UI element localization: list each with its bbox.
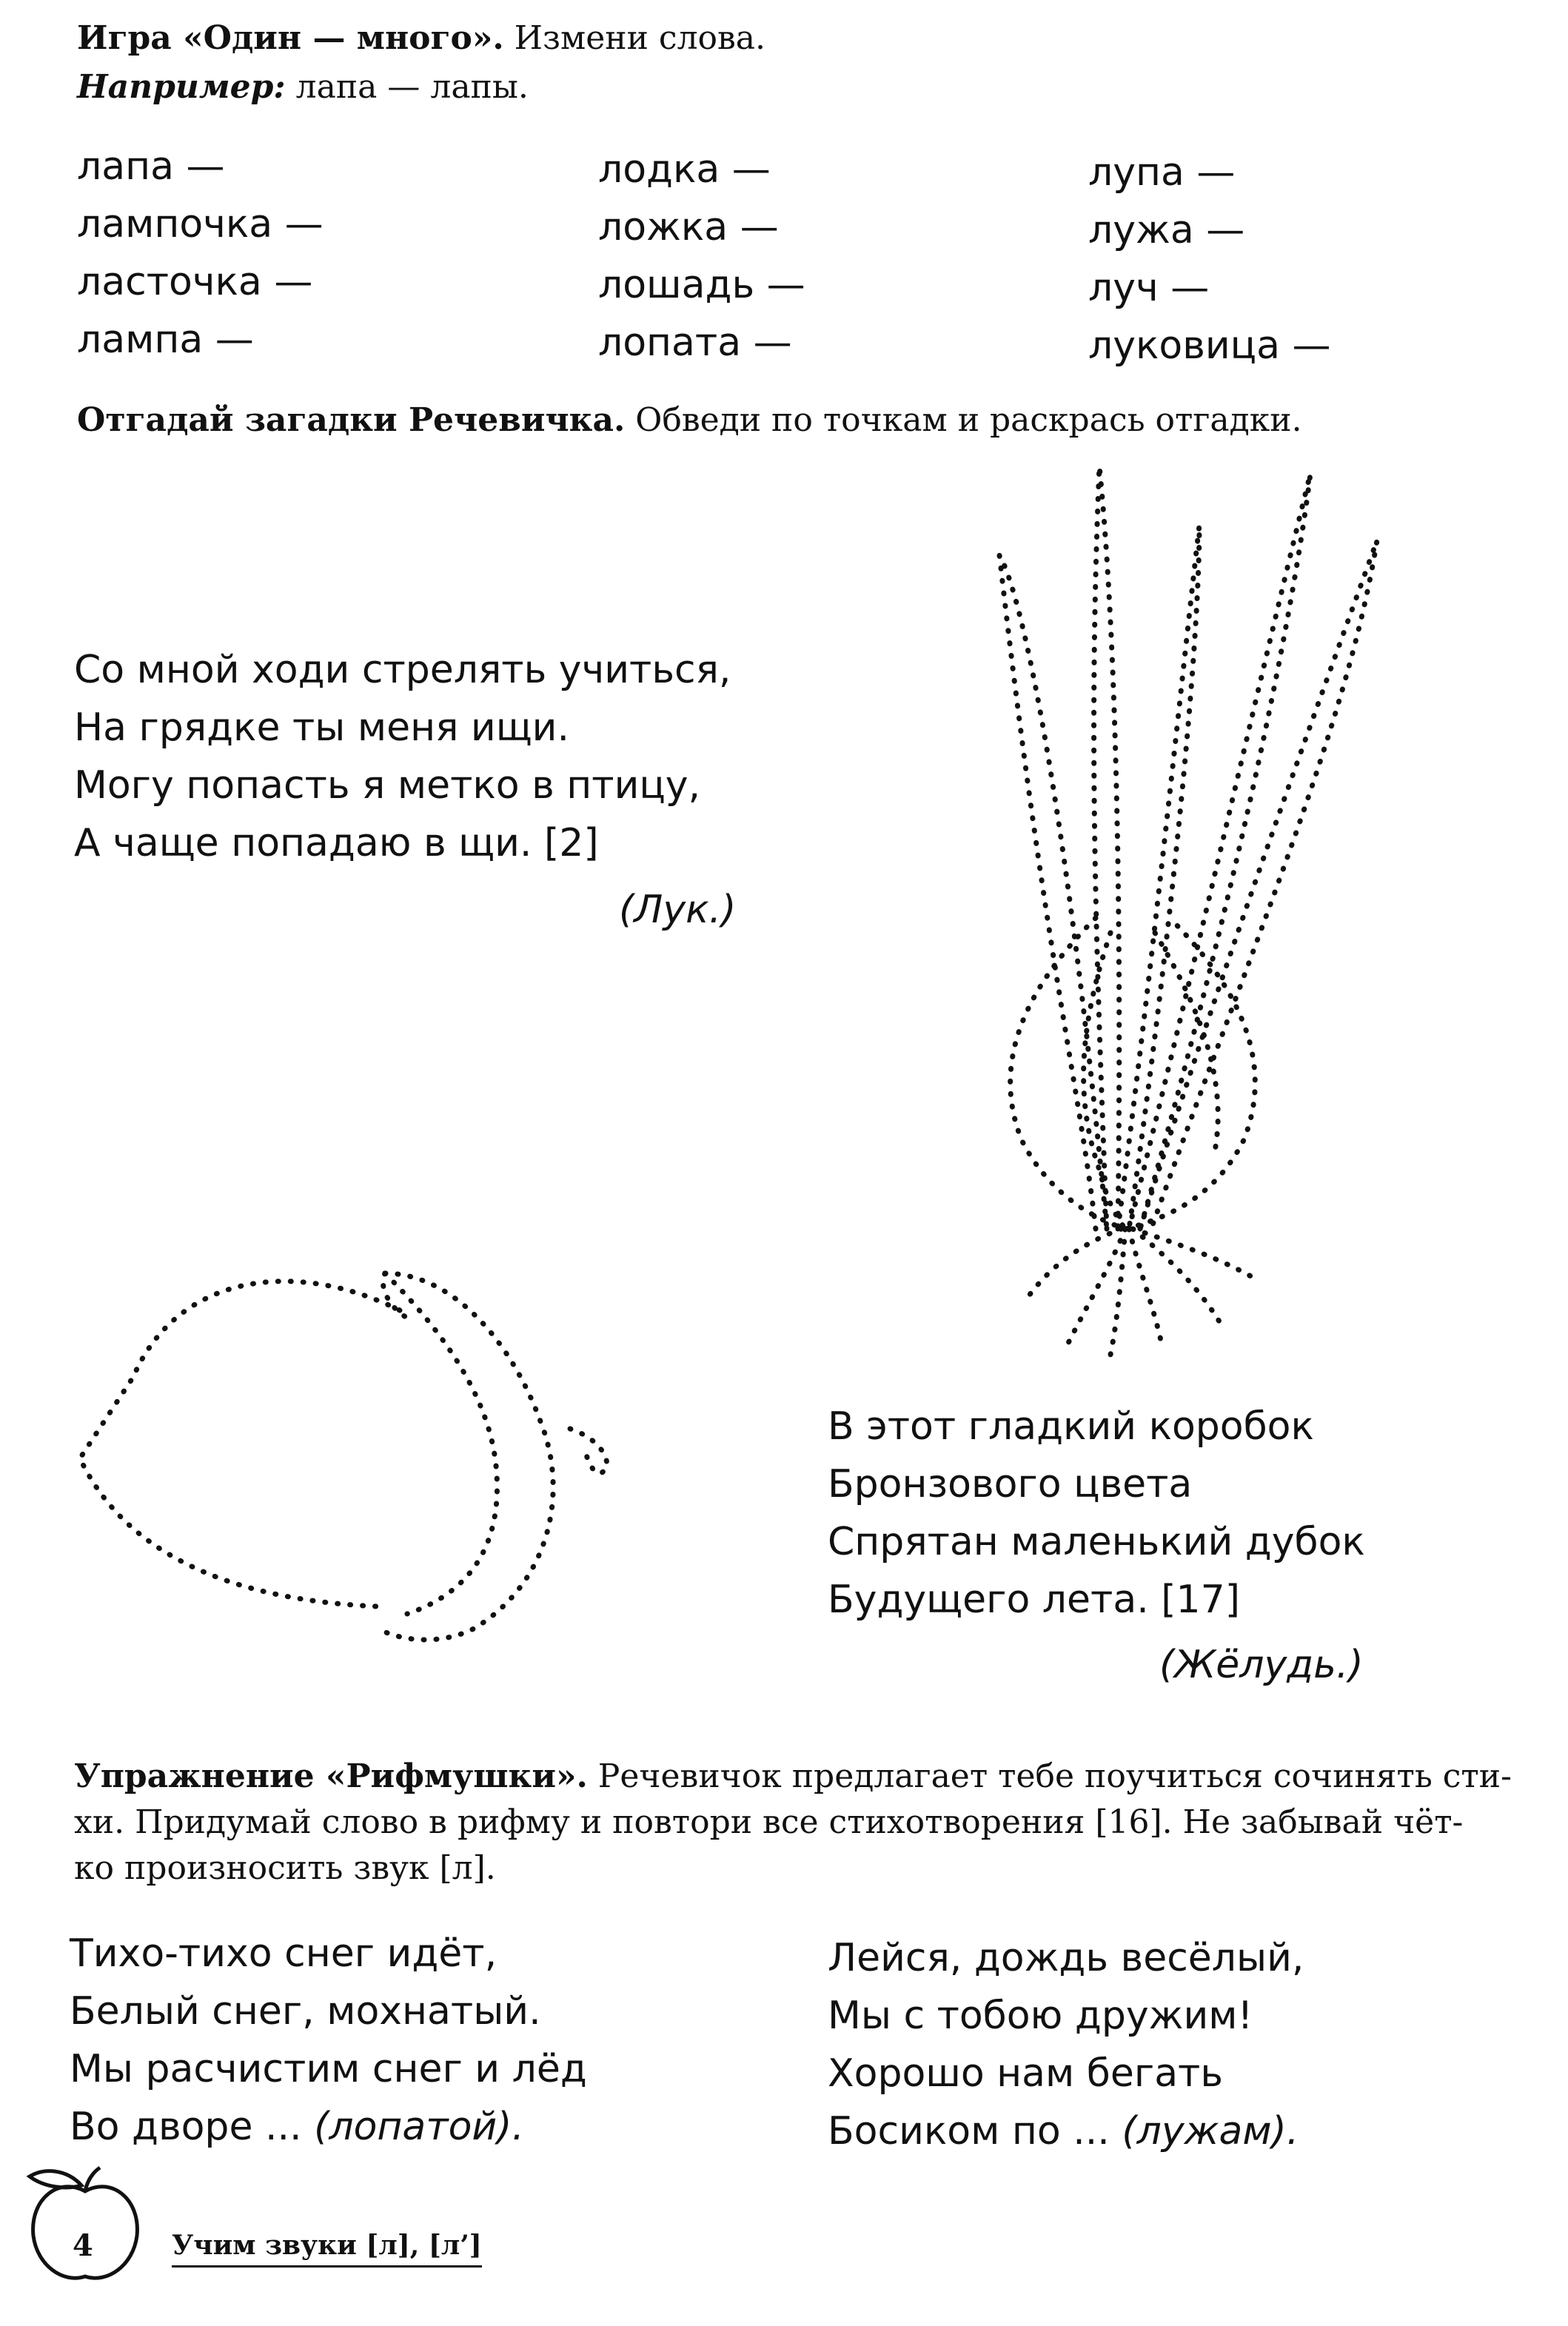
apple-leaf [30, 2171, 81, 2188]
game-example [77, 65, 529, 110]
poem-line [70, 2098, 587, 2156]
onion-bulb [1011, 918, 1256, 1229]
poem-line: Мы с тобою дружим! [828, 1994, 1253, 2038]
riddle-1 [74, 641, 731, 872]
onion-leaf [1118, 526, 1199, 1229]
onion-root [1133, 1229, 1259, 1281]
riddle-line: Бронзового цвета [828, 1462, 1193, 1506]
riddle-line: Могу попасть я метко в птицу, [74, 763, 701, 808]
onion-leaf [1094, 466, 1119, 1229]
poem-line: Хорошо нам бегать [828, 2051, 1223, 2096]
word-item: лупа — [1088, 150, 1236, 195]
rhymes-line-3: ко произносить звук [л]. [74, 1849, 496, 1887]
word-item: лопата — [598, 321, 792, 365]
game-column-2 [598, 141, 805, 372]
poem-line: Мы расчистим снег и лёд [70, 2047, 587, 2091]
poem-line-prefix: Босиком по ... [828, 2109, 1122, 2154]
rhymes-line-2: хи. Придумай слово в рифму и повтори все стихотворения [16]. Не забывай чёт- [74, 1803, 1464, 1841]
riddles-title: Отгадай загадки Речевичка. [77, 401, 626, 439]
riddle-1-answer: (Лук.) [619, 888, 737, 932]
riddle-line: Со мной ходи стрелять учиться, [74, 648, 731, 692]
page-number: 4 [73, 2228, 93, 2263]
onion-drawing [977, 429, 1392, 1392]
rhymes-text-1: Речевичок предлагает тебе поучиться сочинять сти- [587, 1757, 1512, 1795]
example-text: лапа — лапы. [285, 68, 529, 106]
example-label: Например: [77, 68, 286, 106]
acorn-cap-inner [385, 1273, 497, 1614]
riddle-line: Будущего лета. [17] [828, 1578, 1240, 1622]
riddles-instruction: Обведи по точкам и раскрась отгадки. [625, 401, 1302, 439]
riddle-line: А чаще попадаю в щи. [2] [74, 821, 599, 865]
word-item: луч — [1088, 266, 1210, 310]
word-item: лодка — [598, 147, 771, 192]
footer-section: Учим звуки [л], [л’] [172, 2225, 482, 2268]
poem-1 [70, 1925, 587, 2156]
riddle-2 [828, 1398, 1365, 1629]
riddle-line: На грядке ты меня ищи. [74, 705, 569, 750]
game-instruction: Измени слова. [503, 19, 766, 57]
acorn-cap-outer [378, 1273, 553, 1640]
riddle-2-answer: (Жёлудь.) [1159, 1643, 1364, 1687]
game-heading [77, 16, 765, 61]
poem-2 [828, 1929, 1304, 2160]
rhymes-title: Упражнение «Рифмушки». [74, 1757, 588, 1795]
acorn-cap-edge [383, 1273, 407, 1318]
rhymes-line-1 [74, 1754, 1512, 1799]
word-item: луковица — [1088, 324, 1331, 368]
poem-answer: (лужам). [1122, 2109, 1299, 2154]
poem-line-prefix: Во дворе ... [70, 2105, 315, 2149]
riddle-line: Спрятан маленький дубок [828, 1520, 1365, 1564]
word-item: лапа — [77, 144, 225, 189]
acorn-drawing [59, 1244, 622, 1658]
poem-line: Лейся, дождь весёлый, [828, 1936, 1304, 1980]
poem-line: Тихо-тихо снег идёт, [70, 1931, 497, 1976]
game-column-1 [77, 138, 324, 369]
word-item: лампа — [77, 318, 254, 362]
poem-line: Белый снег, мохнатый. [70, 1989, 541, 2034]
riddle-line: В этот гладкий коробок [828, 1404, 1314, 1449]
onion-root [1133, 1229, 1222, 1325]
word-item: лужа — [1088, 208, 1245, 252]
word-item: ложка — [598, 205, 779, 249]
poem-answer: (лопатой). [314, 2105, 524, 2149]
onion-root [1129, 1229, 1162, 1347]
word-item: лошадь — [598, 263, 805, 307]
onion-leaf [1140, 540, 1377, 1229]
onion-leaf [1129, 474, 1310, 1229]
acorn-body [80, 1281, 400, 1606]
word-item: ласточка — [77, 260, 313, 304]
word-item: лампочка — [77, 202, 324, 247]
onion-leaf [999, 555, 1107, 1229]
acorn-stem [570, 1429, 607, 1473]
poem-line [828, 2102, 1304, 2160]
game-title: Игра «Один — много». [77, 19, 504, 57]
onion-root [1110, 1229, 1125, 1355]
game-column-3 [1088, 144, 1330, 375]
